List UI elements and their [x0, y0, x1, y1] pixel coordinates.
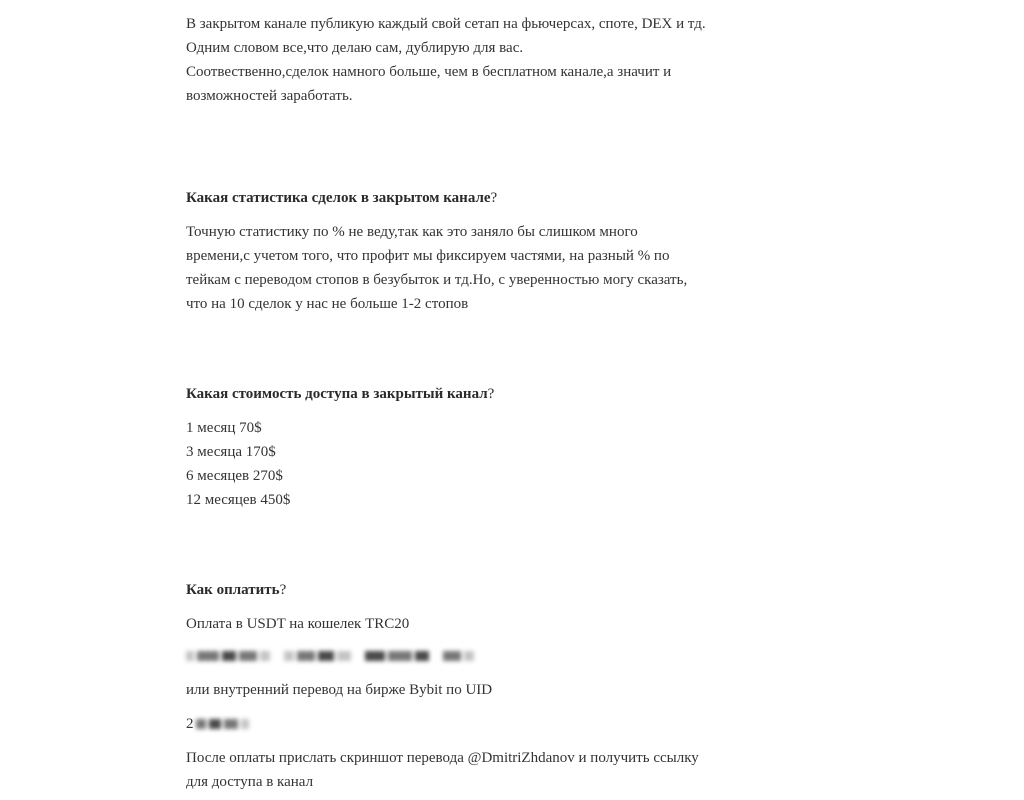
uid-prefix: 2 [186, 715, 194, 732]
pricing-section [186, 382, 786, 512]
pricing-heading [186, 382, 786, 406]
instruction-text: и получить ссылку [574, 750, 699, 766]
price-item: 6 месяцев 270$ [186, 468, 283, 484]
payment-line-instructions [186, 746, 786, 770]
stats-line: что на 10 сделок у нас не больше 1-2 стопов [186, 296, 469, 312]
pricing-heading-text: Какая стоимость доступа в закрытый канал [186, 386, 488, 402]
payment-line-bybit: или внутренний перевод на бирже Bybit по UID [186, 682, 493, 698]
stats-section [186, 186, 786, 316]
wallet-address-blurred [186, 644, 786, 668]
payment-heading-mark: ? [279, 582, 287, 598]
payment-section [186, 578, 786, 794]
intro-line: Одним словом все,что делаю сам, дублирую для вас. [186, 40, 524, 56]
uid-row [186, 712, 786, 736]
stats-line: тейкам с переводом стопов в безубыток и тд.Но, с уверенностью могу сказать, [186, 272, 688, 288]
intro-line: В закрытом канале публикую каждый свой сетап на фьючерсах, споте, DEX и тд. [186, 16, 706, 32]
payment-heading [186, 578, 786, 602]
price-list [186, 416, 786, 512]
price-item: 1 месяц 70$ [186, 420, 262, 436]
stats-line: времени,с учетом того, что профит мы фиксируем частями, на разный % по [186, 248, 670, 264]
price-item: 3 месяца 170$ [186, 444, 276, 460]
stats-heading-mark: ? [490, 190, 498, 206]
uid-blurred [196, 712, 252, 736]
stats-line: Точную статистику по % не веду,так как это заняло бы слишком много [186, 224, 638, 240]
intro-line: возможностей заработать. [186, 88, 353, 104]
intro-block [186, 12, 786, 108]
price-item: 12 месяцев 450$ [186, 492, 291, 508]
payment-line-access: для доступа в канал [186, 774, 314, 790]
stats-heading [186, 186, 786, 210]
instruction-text: После оплаты прислать скриншот перевода [186, 750, 468, 766]
pricing-heading-mark: ? [487, 386, 495, 402]
payment-line-wallet: Оплата в USDT на кошелек TRC20 [186, 616, 410, 632]
stats-heading-text: Какая статистика сделок в закрытом канале [186, 190, 491, 206]
contact-handle-link[interactable]: @DmitriZhdanov [467, 750, 575, 766]
payment-heading-text: Как оплатить [186, 582, 280, 598]
intro-line: Соотвественно,сделок намного больше, чем в бесплатном канале,а значит и [186, 64, 672, 80]
